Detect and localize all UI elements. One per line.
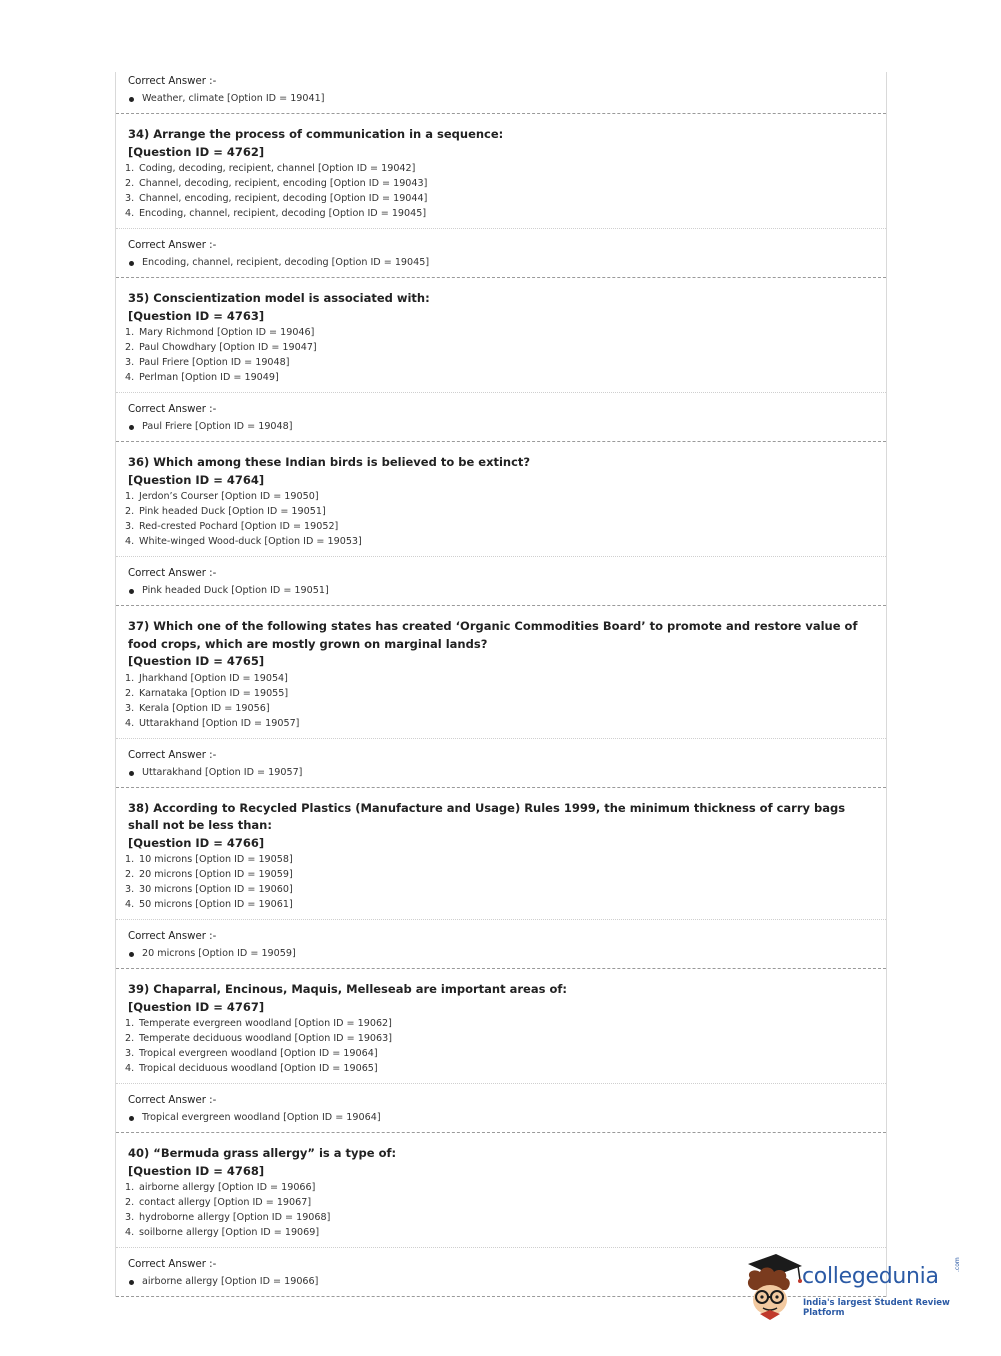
correct-answer-value — [128, 418, 874, 435]
bullet-icon — [129, 1116, 134, 1121]
option-number: 3. — [125, 357, 135, 368]
brand-name: collegedunia — [802, 1264, 939, 1289]
correct-answer-text: Paul Friere [Option ID = 19048] — [142, 421, 293, 432]
option-item — [125, 1210, 874, 1225]
option-number: 2. — [125, 342, 135, 353]
option-item — [125, 701, 874, 716]
option-item — [125, 867, 874, 882]
option-number: 4. — [125, 208, 135, 219]
option-number: 1. — [125, 1182, 135, 1193]
option-number: 2. — [125, 687, 135, 699]
question-block — [116, 278, 886, 442]
option-item — [125, 1016, 874, 1031]
answer-body — [116, 556, 886, 605]
correct-answer-text: Encoding, channel, recipient, decoding [Option ID = 19045] — [142, 257, 430, 268]
option-number: 3. — [125, 193, 135, 204]
question-body — [116, 114, 886, 228]
option-number: 2. — [125, 1033, 135, 1044]
option-item — [125, 206, 874, 221]
question-id: [Question ID = 4762] — [128, 144, 265, 159]
mascot-graduate-icon — [742, 1250, 804, 1320]
bullet-icon — [129, 589, 134, 594]
answer-body — [116, 228, 886, 277]
option-text: hydroborne allergy [Option ID = 19068] — [139, 1212, 331, 1223]
option-text: Karnataka [Option ID = 19055] — [139, 687, 289, 699]
correct-answer-value — [128, 582, 874, 599]
answer-body — [116, 1083, 886, 1132]
answer-sheet — [115, 72, 887, 1297]
option-number: 1. — [125, 163, 135, 174]
option-number: 1. — [125, 1018, 135, 1029]
bullet-icon — [129, 425, 134, 430]
correct-answer-label: Correct Answer :- — [128, 931, 217, 942]
correct-answer-value — [128, 90, 874, 107]
option-list — [125, 161, 874, 221]
question-id: [Question ID = 4767] — [128, 999, 265, 1014]
option-number: 2. — [125, 506, 135, 517]
question-body — [116, 278, 886, 392]
option-item — [125, 716, 874, 731]
correct-answer-text: airborne allergy [Option ID = 19066] — [142, 1276, 319, 1287]
question-id: [Question ID = 4768] — [128, 1163, 265, 1178]
option-number: 1. — [125, 672, 135, 684]
option-item — [125, 882, 874, 897]
correct-answer-label: Correct Answer :- — [128, 749, 217, 761]
option-text: Jerdon’s Courser [Option ID = 19050] — [139, 491, 319, 502]
option-item — [125, 489, 874, 504]
option-text: Encoding, channel, recipient, decoding [Option ID = 19045] — [139, 208, 427, 219]
option-item — [125, 1195, 874, 1210]
option-list — [125, 489, 874, 549]
option-text: 10 microns [Option ID = 19058] — [139, 854, 293, 865]
option-list — [125, 671, 874, 731]
option-text: soilborne allergy [Option ID = 19069] — [139, 1227, 320, 1238]
question-text: 36) Which among these Indian birds is believed to be extinct? — [128, 455, 531, 469]
correct-answer-text: Pink headed Duck [Option ID = 19051] — [142, 585, 329, 596]
correct-answer-text: Weather, climate [Option ID = 19041] — [142, 93, 325, 104]
option-number: 4. — [125, 1227, 135, 1238]
option-text: Uttarakhand [Option ID = 19057] — [139, 717, 300, 729]
question-text: 37) Which one of the following states has created ‘Organic Commodities Board’ to promote and restore value of food crops, which are mostly grown on marginal lands? — [128, 619, 858, 651]
correct-answer-label: Correct Answer :- — [128, 240, 217, 251]
question-block — [116, 114, 886, 278]
option-number: 1. — [125, 854, 135, 865]
option-item — [125, 504, 874, 519]
question-body — [116, 788, 886, 920]
question-block — [116, 969, 886, 1133]
option-text: 30 microns [Option ID = 19060] — [139, 884, 293, 895]
option-item — [125, 1061, 874, 1076]
option-text: Tropical evergreen woodland [Option ID = 19064] — [139, 1048, 378, 1059]
option-number: 3. — [125, 1212, 135, 1223]
question-id: [Question ID = 4766] — [128, 835, 265, 850]
option-item — [125, 1046, 874, 1061]
option-text: Channel, decoding, recipient, encoding [Option ID = 19043] — [139, 178, 428, 189]
brand-tagline: India's largest Student Review Platform — [803, 1298, 950, 1318]
option-number: 4. — [125, 372, 135, 383]
option-number: 1. — [125, 491, 135, 502]
option-item — [125, 1225, 874, 1240]
question-text: 34) Arrange the process of communication in a sequence: — [128, 127, 504, 141]
option-text: White-winged Wood-duck [Option ID = 19053] — [139, 536, 362, 547]
correct-answer-text: Uttarakhand [Option ID = 19057] — [142, 766, 303, 778]
option-number: 4. — [125, 717, 135, 729]
question-body — [116, 606, 886, 738]
option-text: Temperate deciduous woodland [Option ID = 19063] — [139, 1033, 392, 1044]
option-list — [125, 1180, 874, 1240]
top-answer-block — [116, 72, 886, 114]
option-number: 2. — [125, 1197, 135, 1208]
option-item — [125, 176, 874, 191]
brand-suffix: .com — [954, 1257, 961, 1272]
correct-answer-value — [128, 1109, 874, 1126]
bullet-icon — [129, 1280, 134, 1285]
option-item — [125, 325, 874, 340]
option-number: 3. — [125, 521, 135, 532]
option-text: Coding, decoding, recipient, channel [Option ID = 19042] — [139, 163, 416, 174]
question-text: 40) “Bermuda grass allergy” is a type of: — [128, 1146, 397, 1160]
correct-answer-text: Tropical evergreen woodland [Option ID = 19064] — [142, 1112, 381, 1123]
option-number: 4. — [125, 899, 135, 910]
question-text: 39) Chaparral, Encinous, Maquis, Melleseab are important areas of: — [128, 982, 567, 996]
question-id: [Question ID = 4765] — [128, 654, 265, 668]
option-item — [125, 852, 874, 867]
correct-answer-value — [128, 945, 874, 962]
correct-answer-value — [128, 764, 874, 781]
question-block — [116, 606, 886, 788]
answer-body — [116, 738, 886, 787]
correct-answer-label: Correct Answer :- — [128, 76, 217, 87]
option-number: 3. — [125, 702, 135, 714]
option-number: 3. — [125, 884, 135, 895]
correct-answer-label: Correct Answer :- — [128, 568, 217, 579]
option-item — [125, 191, 874, 206]
option-number: 2. — [125, 178, 135, 189]
option-item — [125, 161, 874, 176]
question-text: 35) Conscientization model is associated with: — [128, 291, 430, 305]
question-list — [116, 114, 886, 1297]
option-item — [125, 1031, 874, 1046]
bullet-icon — [129, 261, 134, 266]
option-text: contact allergy [Option ID = 19067] — [139, 1197, 312, 1208]
option-item — [125, 370, 874, 385]
option-text: 50 microns [Option ID = 19061] — [139, 899, 293, 910]
option-text: Perlman [Option ID = 19049] — [139, 372, 279, 383]
option-text: Paul Chowdhary [Option ID = 19047] — [139, 342, 317, 353]
answer-body — [116, 919, 886, 968]
correct-answer-label: Correct Answer :- — [128, 1095, 217, 1106]
option-number: 4. — [125, 536, 135, 547]
question-block — [116, 442, 886, 606]
question-text: 38) According to Recycled Plastics (Manufacture and Usage) Rules 1999, the minimum thickness of carry bags shall not be less than: — [128, 800, 846, 832]
bullet-icon — [129, 771, 134, 776]
question-body — [116, 969, 886, 1083]
option-list — [125, 325, 874, 385]
bullet-icon — [129, 97, 134, 102]
correct-answer-value — [128, 254, 874, 271]
option-number: 4. — [125, 1063, 135, 1074]
option-item — [125, 355, 874, 370]
question-body — [116, 442, 886, 556]
option-text: Mary Richmond [Option ID = 19046] — [139, 327, 315, 338]
correct-answer-label: Correct Answer :- — [128, 404, 217, 415]
answer-body — [116, 392, 886, 441]
option-item — [125, 671, 874, 686]
option-list — [125, 852, 874, 912]
option-text: Tropical deciduous woodland [Option ID = 19065] — [139, 1063, 378, 1074]
option-text: Channel, encoding, recipient, decoding [Option ID = 19044] — [139, 193, 428, 204]
question-id: [Question ID = 4763] — [128, 308, 265, 323]
option-text: Pink headed Duck [Option ID = 19051] — [139, 506, 326, 517]
option-item — [125, 897, 874, 912]
correct-answer-text: 20 microns [Option ID = 19059] — [142, 948, 296, 959]
option-text: 20 microns [Option ID = 19059] — [139, 869, 293, 880]
option-text: Red-crested Pochard [Option ID = 19052] — [139, 521, 339, 532]
option-text: Kerala [Option ID = 19056] — [139, 702, 270, 714]
correct-answer-label: Correct Answer :- — [128, 1259, 217, 1270]
bullet-icon — [129, 952, 134, 957]
option-item — [125, 340, 874, 355]
option-item — [125, 686, 874, 701]
option-item — [125, 534, 874, 549]
option-number: 3. — [125, 1048, 135, 1059]
question-block — [116, 788, 886, 970]
option-number: 1. — [125, 327, 135, 338]
option-text: airborne allergy [Option ID = 19066] — [139, 1182, 316, 1193]
question-body — [116, 1133, 886, 1247]
option-item — [125, 519, 874, 534]
option-item — [125, 1180, 874, 1195]
collegedunia-logo — [742, 1250, 972, 1320]
option-text: Temperate evergreen woodland [Option ID = 19062] — [139, 1018, 392, 1029]
question-id: [Question ID = 4764] — [128, 472, 265, 487]
option-text: Paul Friere [Option ID = 19048] — [139, 357, 290, 368]
option-list — [125, 1016, 874, 1076]
option-text: Jharkhand [Option ID = 19054] — [139, 672, 288, 684]
option-number: 2. — [125, 869, 135, 880]
